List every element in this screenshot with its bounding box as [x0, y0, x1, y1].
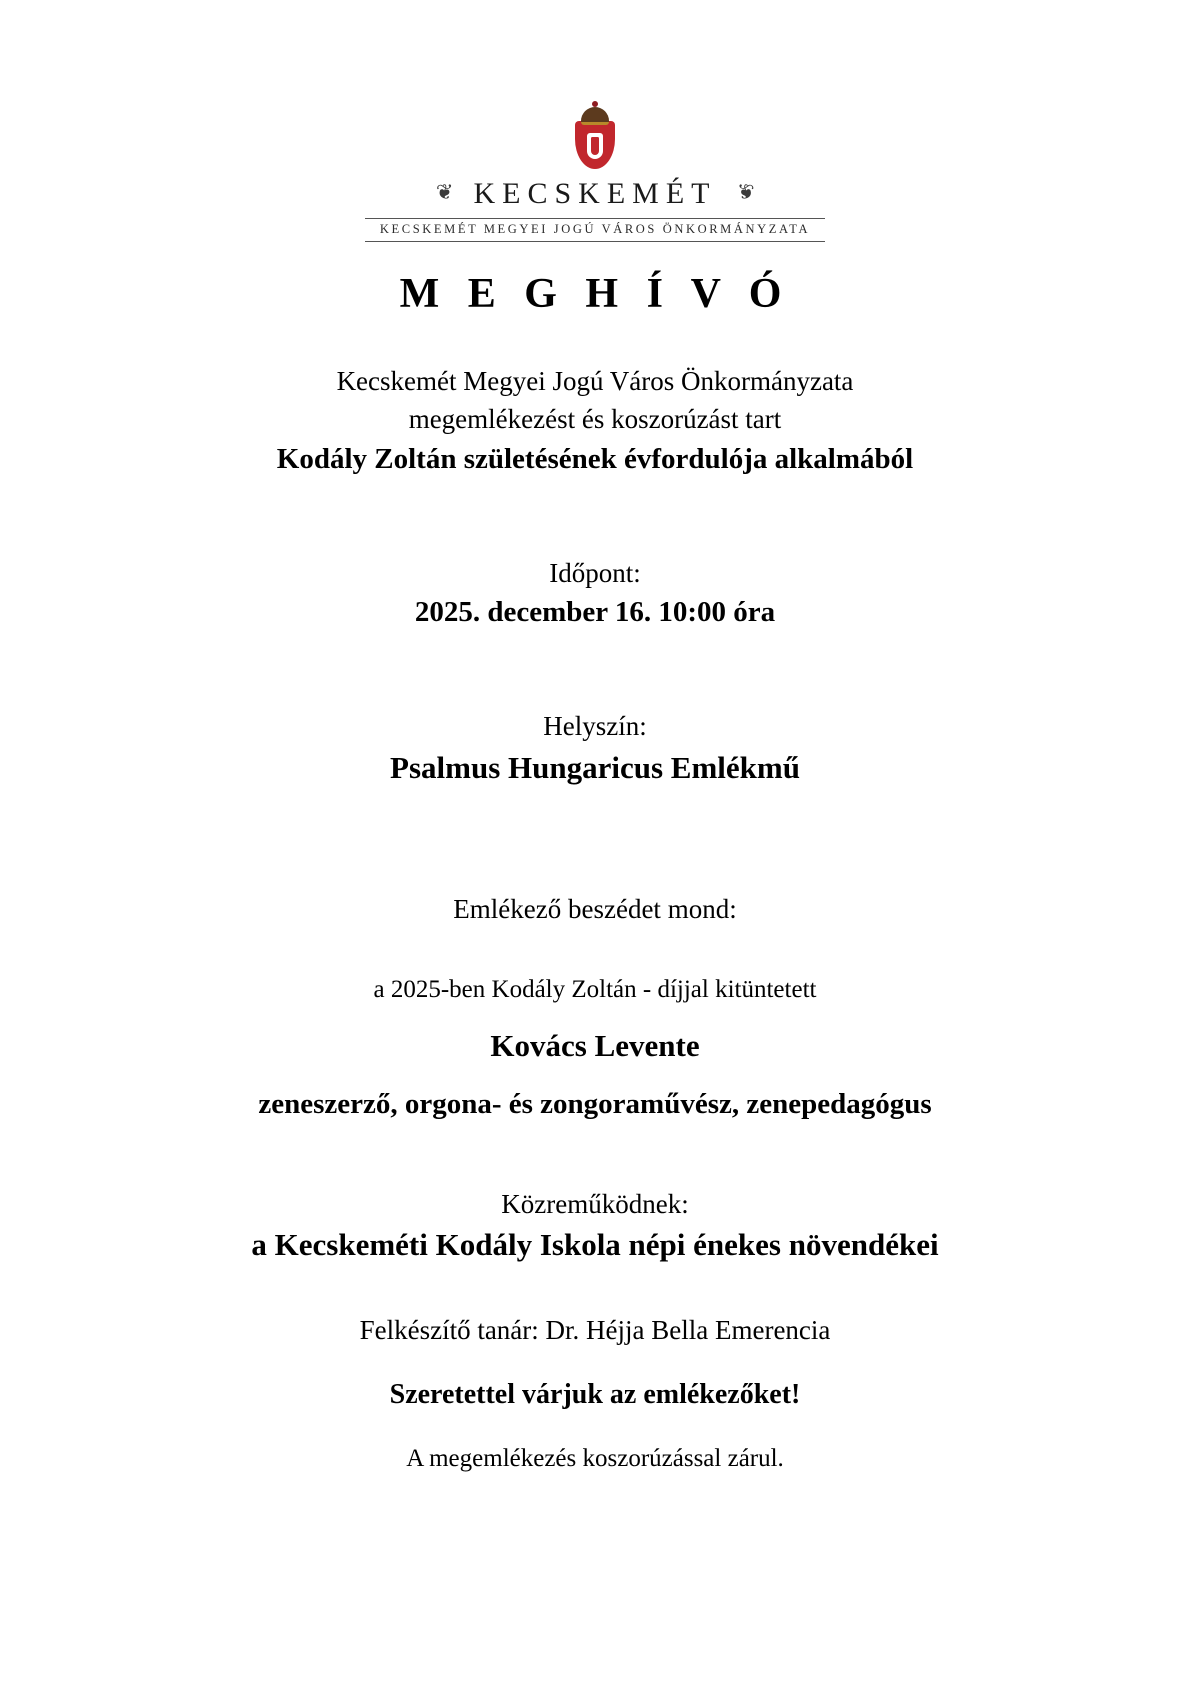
city-wordmark-subtitle: KECSKEMÉT MEGYEI JOGÚ VÁROS ÖNKORMÁNYZATA: [365, 218, 825, 242]
spacer: [120, 928, 1070, 972]
performers-value: a Kecskeméti Kodály Iskola népi énekes növendékei: [251, 1227, 939, 1263]
spacer: [120, 790, 1070, 864]
place-value: Psalmus Hungaricus Emlékmű: [390, 749, 800, 785]
spacer: [120, 1349, 1070, 1375]
welcome-line: Szeretettel várjuk az emlékezőket!: [389, 1379, 801, 1411]
speaker-award: a 2025-ben Kodály Zoltán - díjjal kitüntetett: [373, 976, 817, 1003]
intro-line-2: megemlékezést és koszorúzást tart: [408, 404, 782, 435]
speech-label: Emlékező beszédet mond:: [453, 893, 737, 924]
spacer: [120, 1008, 1070, 1024]
wordmark-row: [436, 177, 754, 211]
speaker-name: Kovács Levente: [490, 1027, 700, 1063]
invitation-body: [120, 318, 1070, 1477]
crest-crown-shape: [581, 107, 609, 125]
spacer: [120, 318, 1070, 362]
intro-line-1: Kecskemét Megyei Jogú Város Önkormányzata: [336, 366, 854, 396]
crest-inner-shape: [587, 133, 603, 159]
spacer: [120, 1068, 1070, 1084]
teacher-line: Felkészítő tanár: Dr. Héjja Bella Emerencia: [359, 1315, 831, 1346]
ornament-flourish-icon: ❦: [736, 179, 755, 204]
date-label: Időpont:: [549, 557, 641, 588]
ornament-flourish-icon: ❦: [435, 179, 454, 204]
footer-line: A megemlékezés koszorúzással zárul.: [406, 1445, 784, 1473]
spacer: [120, 1125, 1070, 1185]
page-title: M E G H Í V Ó: [399, 271, 791, 317]
city-logo: [365, 105, 825, 242]
spacer: [120, 864, 1070, 890]
spacer: [120, 480, 1070, 554]
spacer: [120, 633, 1070, 707]
date-value: 2025. december 16. 10:00 óra: [414, 596, 776, 629]
spacer: [120, 1415, 1070, 1441]
occasion-line: Kodály Zoltán születésének évfordulója alkalmából: [276, 442, 914, 475]
performers-label: Közreműködnek:: [501, 1188, 689, 1219]
place-label: Helyszín:: [543, 711, 647, 742]
kecskemet-coat-of-arms-icon: [573, 105, 617, 171]
spacer: [120, 1267, 1070, 1311]
speaker-title: zeneszerző, orgona- és zongoraművész, zenepedagógus: [258, 1087, 932, 1120]
city-wordmark: KECSKEMÉT: [473, 177, 717, 210]
